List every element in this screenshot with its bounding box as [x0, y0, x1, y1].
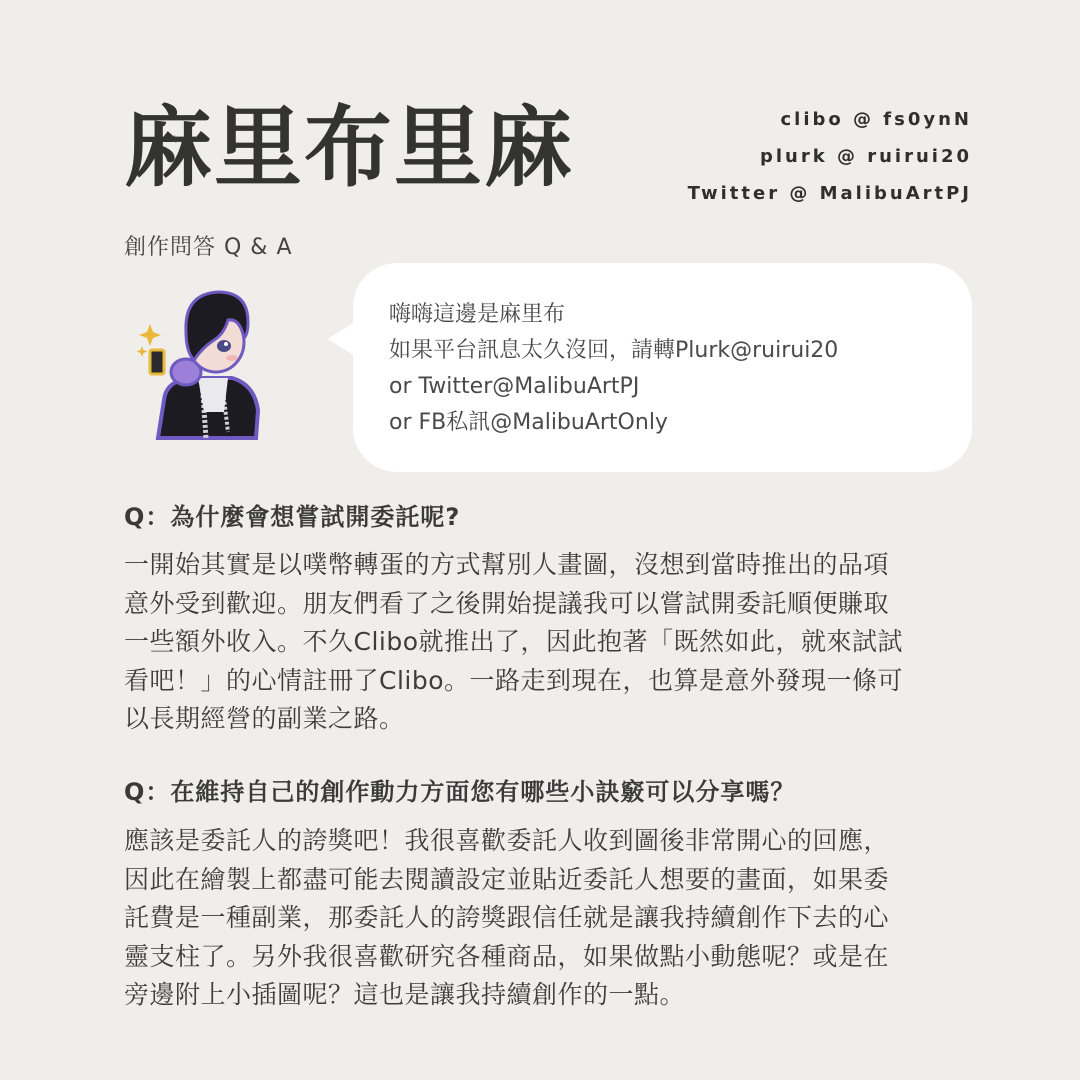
question-2: Q：在維持自己的創作動力方面您有哪些小訣竅可以分享嗎？ [124, 778, 796, 806]
answer-1 [124, 546, 974, 739]
clibo-handle: clibo @ fs0ynN [780, 109, 972, 130]
chibi-character-avatar-icon [136, 282, 266, 442]
bubble-line: 如果平台訊息太久沒回，請轉Plurk@ruirui20 [389, 338, 839, 363]
answer-line: 一開始其實是以噗幣轉蛋的方式幫別人畫圖，沒想到當時推出的品項 [124, 550, 890, 579]
bubble-line: 嗨嗨這邊是麻里布 [389, 302, 566, 327]
answer-line: 意外受到歡迎。朋友們看了之後開始提議我可以嘗試開委託順便賺取 [124, 588, 890, 618]
speech-bubble [353, 263, 972, 472]
bubble-line: or FB私訊@MalibuArtOnly [389, 410, 668, 435]
answer-line: 應該是委託人的誇獎吧！我很喜歡委託人收到圖後非常開心的回應， [124, 826, 890, 855]
plurk-handle: plurk @ ruirui20 [759, 146, 972, 167]
bubble-line: or Twitter@MalibuArtPJ [389, 374, 640, 399]
answer-line: 旁邊附上小插圖呢？這也是讓我持續創作的一點。 [124, 980, 686, 1009]
answer-line: 託費是一種副業，那委託人的誇獎跟信任就是讓我持續創作下去的心 [124, 903, 890, 932]
answer-line: 以長期經營的副業之路。 [124, 704, 405, 733]
page-title: 麻里布里麻 [124, 96, 575, 199]
answer-line: 因此在繪製上都盡可能去閱讀設定並貼近委託人想要的畫面，如果委 [124, 864, 890, 894]
answer-line: 靈支柱了。另外我很喜歡研究各種商品，如果做點小動態呢？或是在 [124, 941, 890, 971]
answer-line: 看吧！」的心情註冊了Clibo。一路走到現在，也算是意外發現一條可 [124, 665, 904, 695]
page-subtitle: 創作問答 Q & A [124, 235, 293, 260]
twitter-handle: Twitter @ MalibuArtPJ [687, 183, 972, 204]
answer-line: 一些額外收入。不久Clibo就推出了，因此抱著「既然如此，就來試試 [124, 627, 904, 656]
speech-bubble-tail [327, 321, 357, 357]
question-1: Q：為什麼會想嘗試開委託呢? [124, 503, 461, 531]
social-handles [688, 106, 972, 217]
answer-2 [124, 822, 974, 1015]
